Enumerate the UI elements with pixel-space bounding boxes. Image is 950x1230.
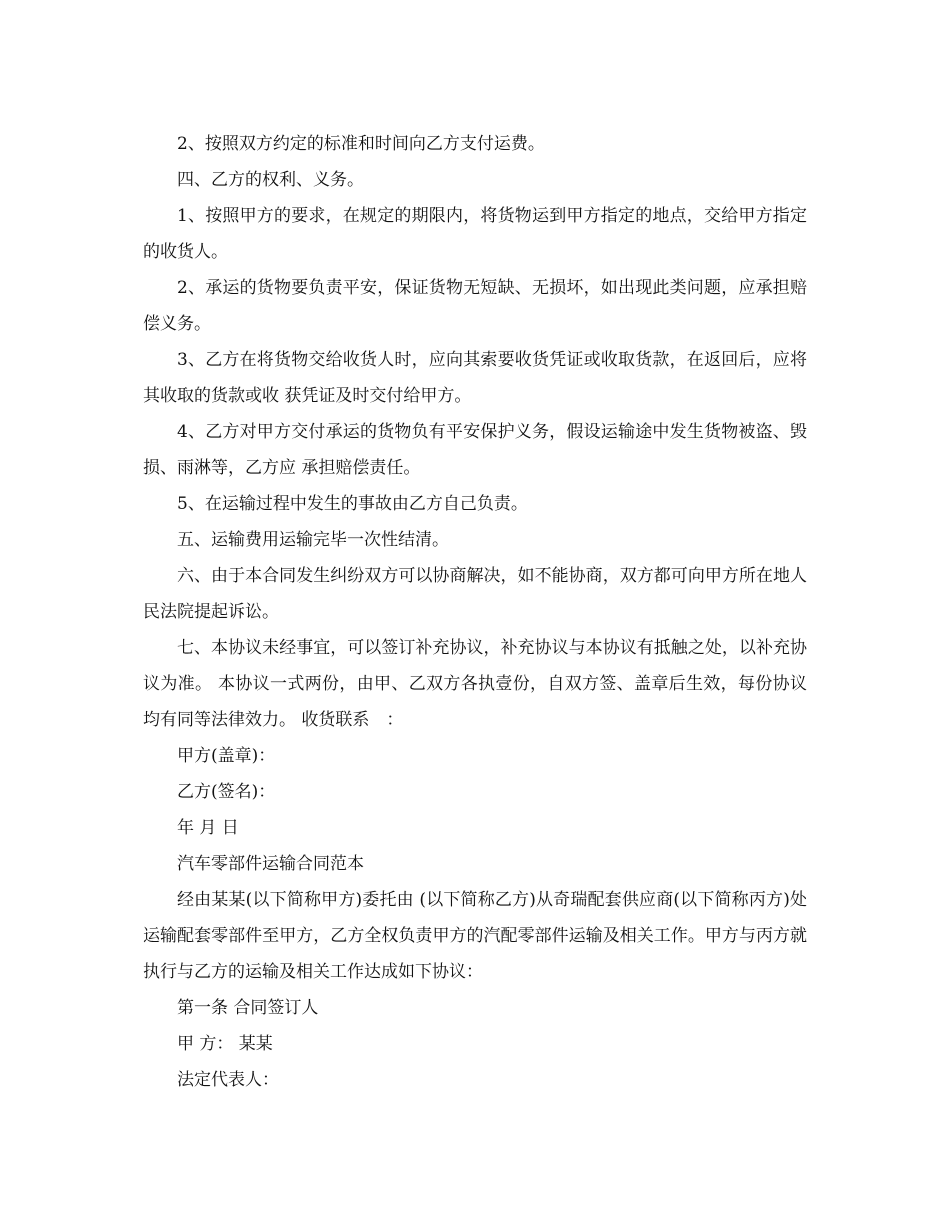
paragraph-supplement: 七、本协议未经事宜，可以签订补充协议，补充协议与本协议有抵触之处，以补充协议为准。 本协议一式两份，由甲、乙双方各执壹份，自双方签、盖章后生效，每份协议均有同等法律效力。 收货联系 ： — [143, 638, 807, 730]
paragraph-intro: 经由某某(以下简称甲方)委托由 (以下简称乙方)从奇瑞配套供应商(以下简称丙方)处运输配套零部件至甲方，乙方全权负责甲方的汽配零部件运输及相关工作。甲方与丙方就执行与乙方的运输及相关工作达成如下协议： — [143, 890, 807, 982]
paragraph-safety: 2、承运的货物要负责平安，保证货物无短缺、无损坏，如出现此类问题，应承担赔偿义务。 — [143, 278, 807, 334]
paragraph-accident: 5、在运输过程中发生的事故由乙方自己负责。 — [177, 494, 528, 514]
party-b-signature-line: 乙方(签名)： — [177, 782, 276, 802]
article-one-heading: 第一条 合同签订人 — [177, 998, 319, 1018]
document-body — [143, 126, 807, 1098]
paragraph-payment: 2、按照双方约定的标准和时间向乙方支付运费。 — [177, 134, 545, 154]
paragraph-receipt: 3、乙方在将货物交给收货人时，应向其索要收货凭证或收取货款，在返回后，应将其收取的货款或收 获凭证及时交付给甲方。 — [143, 350, 807, 406]
paragraph-dispute: 六、由于本合同发生纠纷双方可以协商解决，如不能协商，双方都可向甲方所在地人民法院提起诉讼。 — [143, 566, 807, 622]
paragraph-delivery: 1、按照甲方的要求，在规定的期限内，将货物运到甲方指定的地点，交给甲方指定的收货人。 — [143, 206, 807, 262]
party-a-line: 甲 方： 某某 — [177, 1034, 273, 1054]
legal-representative-line: 法定代表人： — [177, 1070, 279, 1090]
party-a-seal-line: 甲方(盖章)： — [177, 746, 276, 766]
date-line: 年 月 日 — [177, 818, 239, 838]
paragraph-protection: 4、乙方对甲方交付承运的货物负有平安保护义务，假设运输途中发生货物被盗、毁损、雨淋等，乙方应 承担赔偿责任。 — [143, 422, 807, 478]
heading-fee-settlement: 五、运输费用运输完毕一次性结清。 — [177, 530, 449, 550]
heading-party-b-rights: 四、乙方的权利、义务。 — [177, 170, 364, 190]
contract-title: 汽车零部件运输合同范本 — [177, 854, 364, 874]
